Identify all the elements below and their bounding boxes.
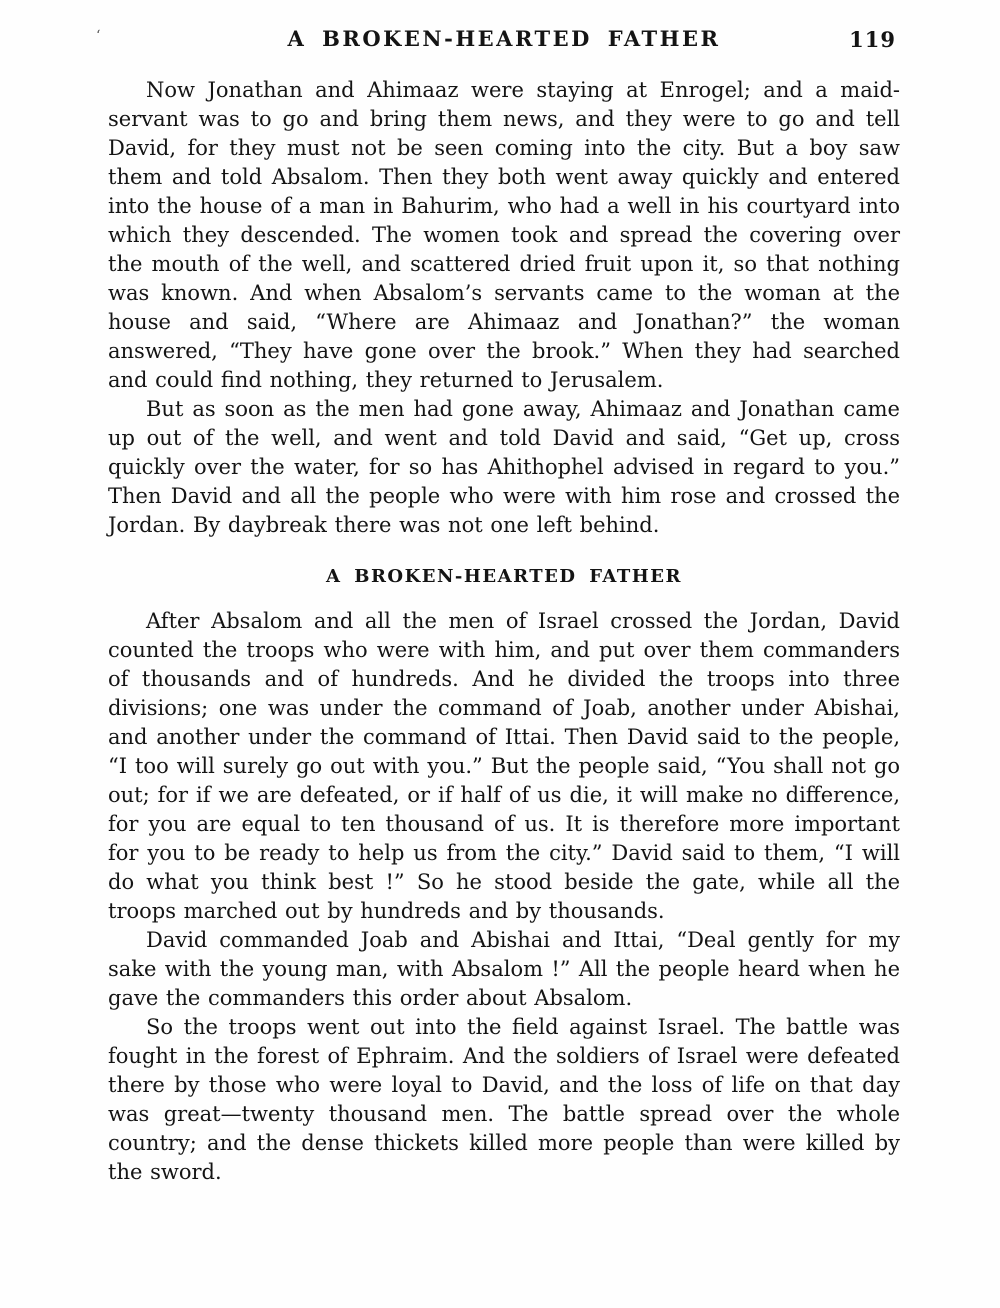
paragraph: David commanded Joab and Abishai and Ittai, “Deal gently for my sake with the young man, with Absalom !” All the people heard when he gave the commanders this order about Absalom. <box>108 928 900 1010</box>
scan-stray-mark: ‘ <box>96 28 101 44</box>
page-header <box>96 26 900 58</box>
paragraph: After Absalom and all the men of Israel crossed the Jordan, David counted the troops who were with him, and put over them commanders of thousands and of hundreds. And he divided the troops into three divisions; one was under the command of Joab, another under Abishai, and another under the command of Ittai. Then David said to the people, “I too will surely go out with you.” But the people said, “You shall not go out; for if we are defeated, or if half of us die, it will make no difference, for you are equal to ten thousand of us. It is therefore more important for you to be ready to help us from the city.” David said to them, “I will do what you think best !” So he stood beside the gate, while all the troops marched out by hundreds and by thousands. <box>108 609 900 923</box>
section-heading: A BROKEN-HEARTED FATHER <box>326 566 682 587</box>
paragraph: So the troops went out into the field against Israel. The battle was fought in the forest of Ephraim. And the soldiers of Israel were defeated there by those who were loyal to David, and the loss of life on that day was great—twenty thousand men. The battle spread over the whole country; and the dense thickets killed more people than were killed by the sword. <box>108 1015 900 1184</box>
paragraph: Now Jonathan and Ahimaaz were staying at Enrogel; and a maid-servant was to go and bring them news, and they were to go and tell David, for they must not be seen coming into the city. But a boy saw them and told Absalom. Then they both went away quickly and entered into the house of a man in Bahurim, who had a well in his courtyard into which they descended. The women took and spread the covering over the mouth of the well, and scattered dried fruit upon it, so that nothing was known. And when Absalom’s servants came to the woman at the house and said, “Where are Ahimaaz and Jonathan?” the woman answered, “They have gone over the brook.” When they had searched and could find nothing, they returned to Jerusalem. <box>108 78 900 392</box>
page-number: 119 <box>849 27 896 52</box>
paragraph: But as soon as the men had gone away, Ahimaaz and Jonathan came up out of the well, and went and told David and said, “Get up, cross quickly over the water, for so has Ahithophel advised in regard to you.” Then David and all the people who were with him rose and crossed the Jordan. By daybreak there was not one left behind. <box>108 397 900 537</box>
running-title: A BROKEN-HEARTED FATHER <box>287 26 721 51</box>
